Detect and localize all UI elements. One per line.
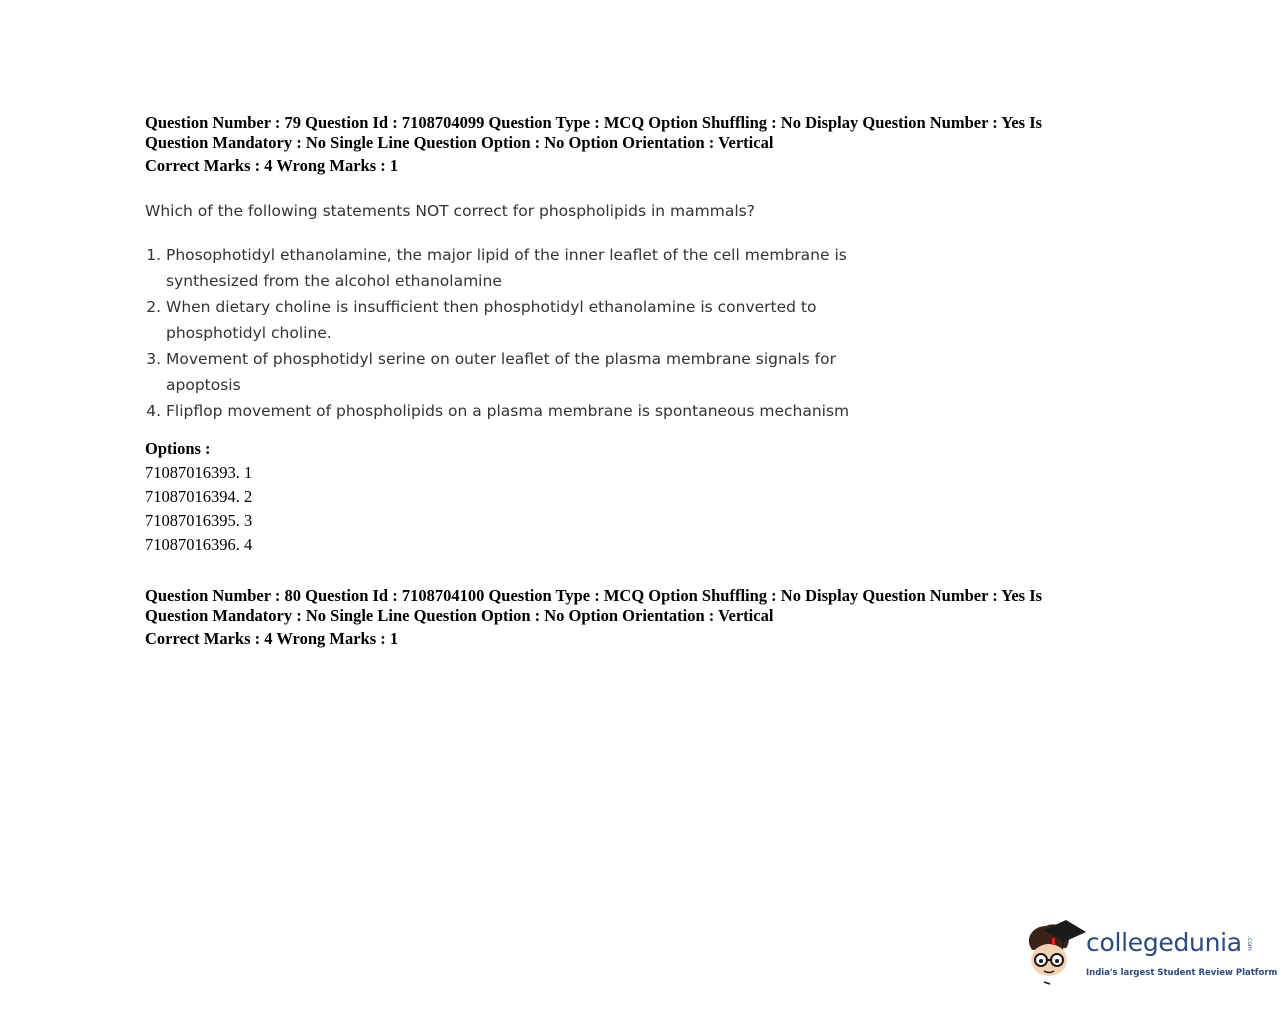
marks-info: Correct Marks : 4 Wrong Marks : 1: [145, 629, 399, 648]
question-meta: [145, 113, 1105, 153]
statement-item: 1. Phosophotidyl ethanolamine, the major lipid of the inner leaflet of the cell membrane is synthesized from the alcohol ethanolamine: [166, 242, 866, 294]
mascot-graduate-icon: [1024, 918, 1086, 988]
question-meta: [145, 586, 1105, 626]
option-item: 71087016394. 2: [145, 487, 253, 506]
marks-info: Correct Marks : 4 Wrong Marks : 1: [145, 156, 399, 175]
statement-item: 2. When dietary choline is insufficient then phosphotidyl ethanolamine is converted to phosphotidyl choline.: [166, 294, 866, 346]
logo-tagline: India's largest Student Review Platform: [1086, 968, 1278, 978]
meta-line-1: Question Number : 80 Question Id : 7108704100 Question Type : MCQ Option Shuffling : No Display Question Number : Yes Is: [145, 586, 1043, 605]
logo-suffix: .com: [1246, 936, 1253, 951]
question-79: [145, 113, 1105, 557]
meta-line-2: Question Mandatory : No Single Line Question Option : No Option Orientation : Vertical: [145, 133, 774, 152]
statement-list: [145, 242, 866, 424]
question-80: [145, 586, 1105, 649]
statement-item: 3. Movement of phosphotidyl serine on outer leaflet of the plasma membrane signals for apoptosis: [166, 346, 866, 398]
statement-item: 4. Flipflop movement of phospholipids on a plasma membrane is spontaneous mechanism: [166, 398, 866, 424]
option-item: 71087016396. 4: [145, 535, 253, 554]
options-label: Options :: [145, 439, 211, 458]
logo-wordmark: collegedunia: [1086, 928, 1242, 957]
meta-line-1: Question Number : 79 Question Id : 7108704099 Question Type : MCQ Option Shuffling : No Display Question Number : Yes Is: [145, 113, 1043, 132]
option-item: 71087016395. 3: [145, 511, 253, 530]
option-item: 71087016393. 1: [145, 463, 253, 482]
meta-line-2: Question Mandatory : No Single Line Question Option : No Option Orientation : Vertical: [145, 606, 774, 625]
question-text: Which of the following statements NOT correct for phospholipids in mammals?: [145, 202, 755, 220]
collegedunia-logo: [1024, 918, 1278, 988]
